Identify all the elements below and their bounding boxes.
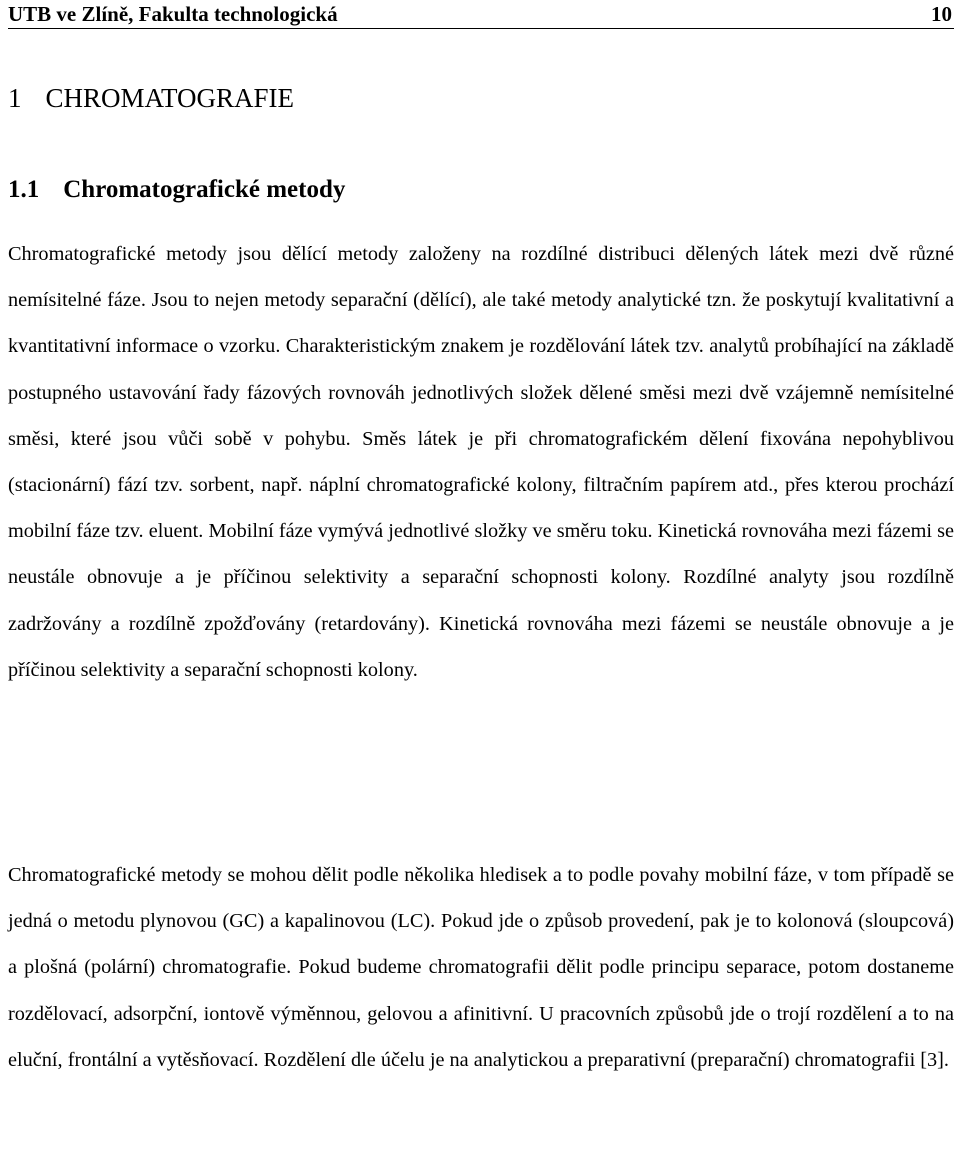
chapter-title: CHROMATOGRAFIE: [45, 83, 295, 113]
section-number: 1.1: [8, 176, 40, 203]
chapter-heading: [8, 80, 294, 116]
section-title: Chromatografické metody: [63, 176, 346, 203]
paragraph-chromatography-classification: Chromatografické metody se mohou dělit podle několika hledisek a to podle povahy mobilní fáze, v tom případě se jedná o metodu plynovou (GC) a kapalinovou (LC). Pokud jde o způsob provedení, pak je to kolonová (sloupcová) a plošná (polární) chromatografie. Pokud budeme chromatografii dělit podle principu separace, potom dostaneme rozdělovací, adsorpční, iontově výměnnou, gelovou a afinitivní. U pracovních způsobů jde o trojí rozdělení a to na eluční, frontální a vytěsňovací. Rozdělení dle účelu je na analytickou a preparativní (preparační) chromatografii [3].: [8, 864, 954, 1071]
page-number: 10: [931, 2, 952, 26]
paragraph-chromatography-principle: Chromatografické metody jsou dělící metody založeny na rozdílné distribuci dělených látek mezi dvě různé nemísitelné fáze. Jsou to nejen metody separační (dělící), ale také metody analytické tzn. že poskytují kvalitativní a kvantitativní informace o vzorku. Charakteristickým znakem je rozdělování látek tzv. analytů probíhající na základě postupného ustavování řady fázových rovnováh jednotlivých složek dělené směsi mezi dvě vzájemně nemísitelné směsi, které jsou vůči sobě v pohybu. Směs látek je při chromatografickém dělení fixována nepohyblivou (stacionární) fází tzv. sorbent, např. náplní chromatografické kolony, filtračním papírem atd., přes kterou prochází mobilní fáze tzv. eluent. Mobilní fáze vymývá jednotlivé složky ve směru toku. Kinetická rovnováha mezi fázemi se neustále obnovuje a je příčinou selektivity a separační schopnosti kolony. Rozdílné analyty jsou rozdílně zadržovány a rozdílně zpožďovány (retardovány). Kinetická rovnováha mezi fázemi se neustále obnovuje a je příčinou selektivity a separační schopnosti kolony.: [8, 243, 954, 681]
header-title: UTB ve Zlíně, Fakulta technologická: [8, 2, 338, 26]
running-header: [8, 0, 954, 29]
section-heading: [8, 173, 345, 207]
chapter-number: 1: [8, 83, 22, 113]
